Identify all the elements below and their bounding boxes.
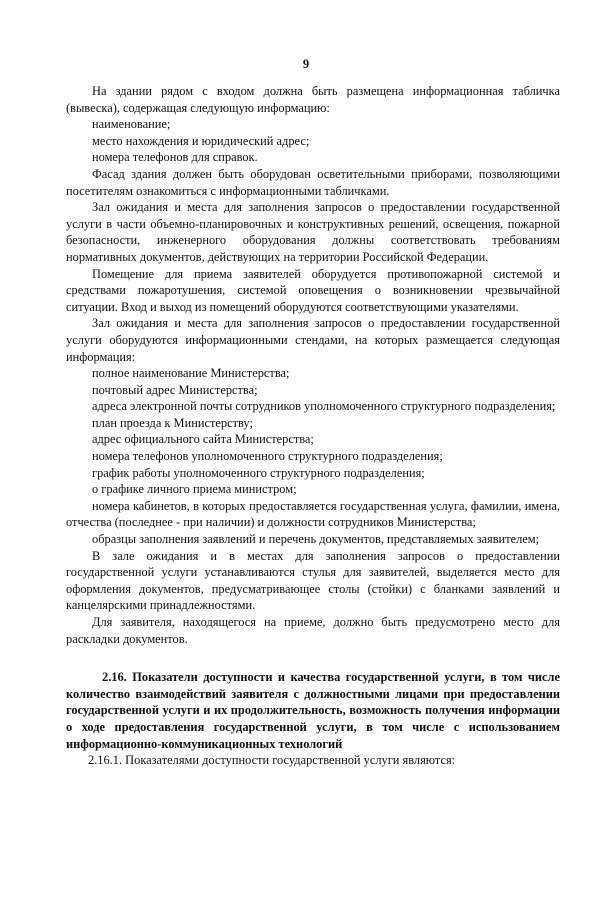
paragraph: В зале ожидания и в местах для заполнения запросов о предоставлении государственной услуги устанавливаются стулья для заявителей, выделяется место для оформления документов, предусматривающее столы (стойки) с бланками заявлений и канцелярскими принадлежностями. (66, 548, 560, 613)
list-item: номера телефонов для справок. (92, 150, 258, 165)
list-item: номера телефонов уполномоченного структурного подразделения; (92, 449, 443, 464)
list-item: место нахождения и юридический адрес; (92, 133, 310, 148)
subsection-text: 2.16.1. Показателями доступности государственной услуги являются: (88, 753, 456, 768)
paragraph: Фасад здания должен быть оборудован осветительными приборами, позволяющими посетителям ознакомиться с информационными табличками. (66, 166, 560, 198)
section-heading: 2.16. Показатели доступности и качества государственной услуги, в том числе количество взаимодействий заявителя с должностными лицами при предоставлении государственной услуги и их продолжительность, возможность получения информации о ходе предоставления государственной услуги, в том числе с использованием информационно-коммуникационных технологий (66, 670, 560, 751)
paragraph: Помещение для приема заявителей оборудуется противопожарной системой и средствами пожаротушения, системой оповещения о возникновении чрезвычайной ситуации. Вход и выход из помещений оборудуются соответствующими указателями. (66, 266, 560, 314)
list-item: образцы заполнения заявлений и перечень документов, представляемых заявителем; (92, 532, 540, 547)
paragraph: На здании рядом с входом должна быть размещена информационная табличка (вывеска), содержащая следующую информацию: (66, 84, 560, 115)
paragraph: Для заявителя, находящегося на приеме, должно быть предусмотрено место для раскладки документов. (66, 615, 560, 646)
list-item: план проезда к Министерству; (92, 415, 253, 430)
list-item: полное наименование Министерства; (92, 366, 290, 381)
list-item: адрес официального сайта Министерства; (92, 432, 314, 447)
list-item: почтовый адрес Министерства; (92, 382, 258, 397)
list-item: график работы уполномоченного структурного подразделения; (92, 465, 425, 480)
paragraph: Зал ожидания и места для заполнения запросов о предоставлении государственной услуги в части объемно-планировочных и конструктивных решений, освещения, пожарной безопасности, инженерного оборудования должны соответствовать требованиям нормативных документов, действующих на территории Российской Федерации. (66, 200, 560, 264)
paragraph: Зал ожидания и места для заполнения запросов о предоставлении государственной услуги оборудуются информационными стендами, на которых размещается следующая информация: (66, 316, 560, 364)
page-number: 9 (302, 57, 310, 71)
list-item: номера кабинетов, в которых предоставляется государственная услуга, фамилии, имена, отчества (последнее - при наличии) и должности сотрудников Министерства; (66, 498, 560, 530)
document-body (66, 83, 560, 769)
list-item: о графике личного приема министром; (92, 482, 297, 497)
list-item: адреса электронной почты сотрудников уполномоченного структурного подразделения; (92, 399, 556, 414)
list-item: наименование; (92, 117, 171, 132)
